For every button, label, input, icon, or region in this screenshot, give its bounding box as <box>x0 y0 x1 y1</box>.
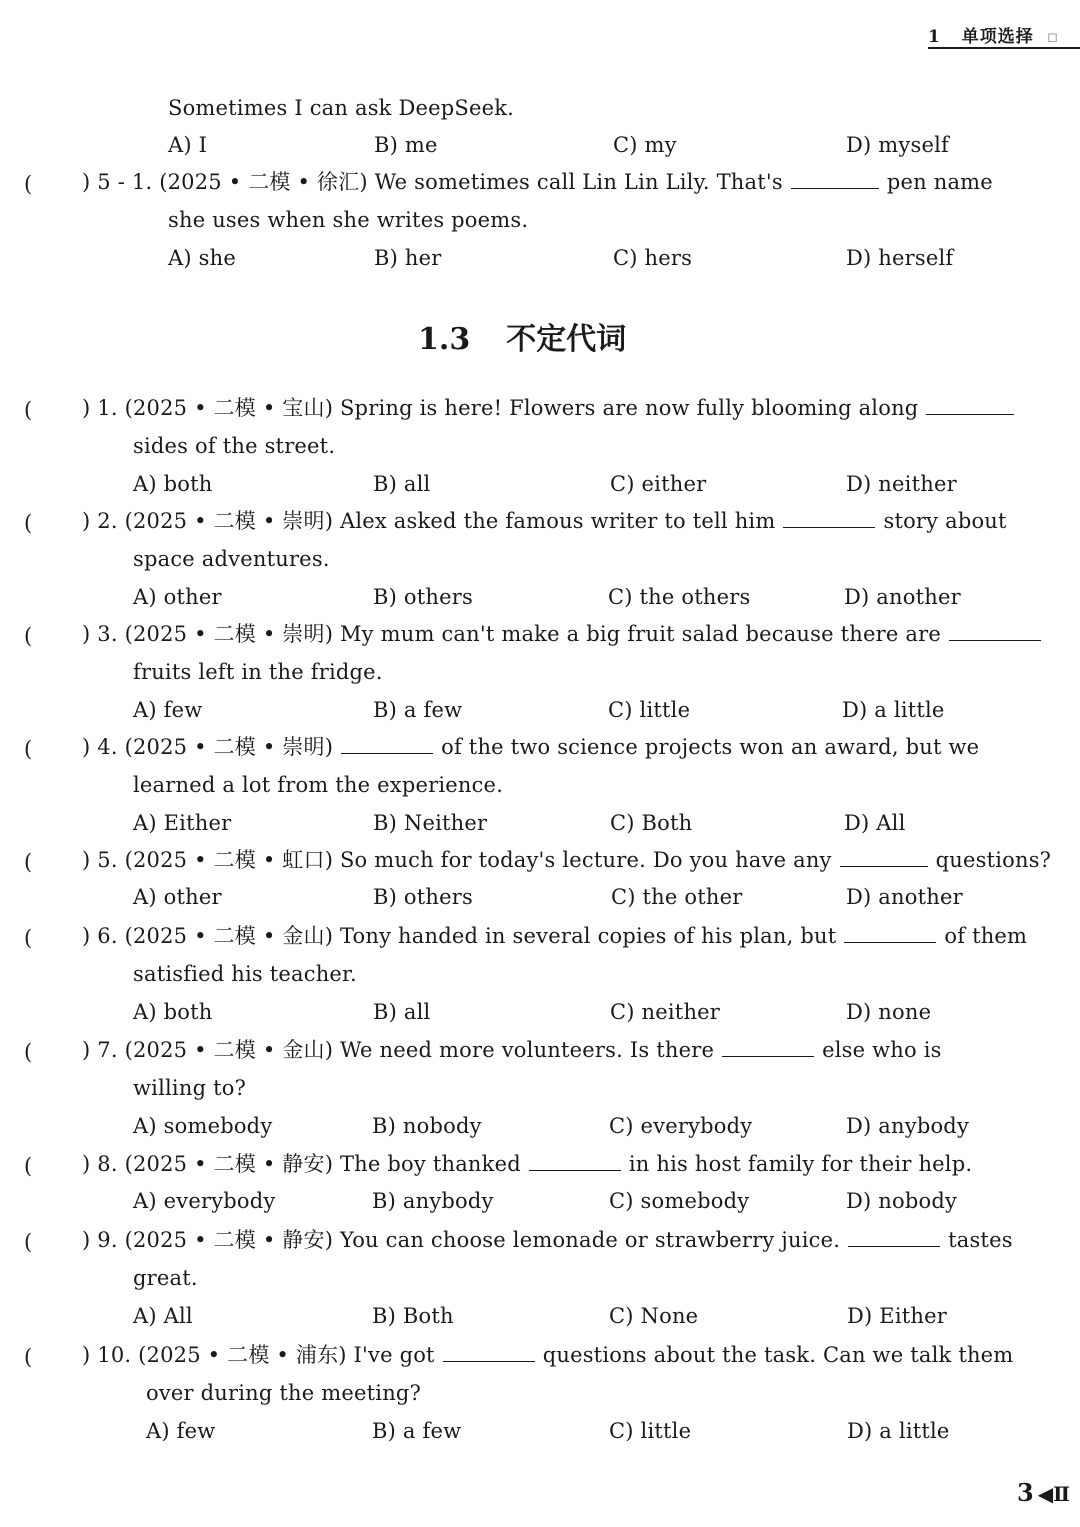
prev-option-c: C) my <box>613 133 677 157</box>
header-tail-mark: ▫ <box>1046 27 1060 47</box>
paren-close: ) <box>82 735 98 759</box>
q4-option-a: A) Either <box>133 811 232 835</box>
answer-blank[interactable] <box>848 1226 940 1247</box>
q5-option-d: D) another <box>846 885 963 909</box>
question-text: 2. (2025 • 二模 • 崇明) Alex asked the famous writer to tell him <box>97 509 776 533</box>
q3-option-a: A) few <box>133 698 203 722</box>
q8-option-a: A) everybody <box>133 1189 276 1213</box>
question-tail: else who is <box>822 1038 942 1062</box>
question-text: 7. (2025 • 二模 • 金山) We need more volunteers. Is there <box>97 1038 715 1062</box>
question-2-line2: space adventures. <box>133 547 330 571</box>
page-number <box>1017 1478 1070 1509</box>
paren-close: ) <box>82 924 98 948</box>
q7-option-c: C) everybody <box>609 1114 753 1138</box>
question-text: 10. (2025 • 二模 • 浦东) I've got <box>97 1343 435 1367</box>
paren-close: ) <box>82 848 98 872</box>
question-5-1 <box>82 168 993 196</box>
q8-option-b: B) anybody <box>372 1189 494 1213</box>
answer-paren-open: ( <box>24 926 33 950</box>
q4-option-b: B) Neither <box>373 811 488 835</box>
chapter-header <box>928 22 1059 47</box>
question-text: 6. (2025 • 二模 • 金山) Tony handed in several copies of his plan, but <box>97 924 837 948</box>
question-5 <box>82 846 1051 874</box>
q9-option-d: D) Either <box>847 1304 947 1328</box>
question-1-line2: sides of the street. <box>133 434 336 458</box>
question-tail: questions about the task. Can we talk them <box>542 1343 1014 1367</box>
prev-option-d: D) myself <box>846 133 949 157</box>
q51-option-c: C) hers <box>613 246 693 270</box>
question-1 <box>82 394 1022 422</box>
q7-option-a: A) somebody <box>133 1114 273 1138</box>
prev-question-line: Sometimes I can ask DeepSeek. <box>168 96 515 120</box>
question-tail: tastes <box>948 1228 1013 1252</box>
question-7-line2: willing to? <box>133 1076 247 1100</box>
answer-paren-open: ( <box>24 511 33 535</box>
paren-close: ) <box>82 396 98 420</box>
q51-option-b: B) her <box>374 246 442 270</box>
answer-paren-open: ( <box>24 1230 33 1254</box>
question-text: 5. (2025 • 二模 • 虹口) So much for today's lecture. Do you have any <box>97 848 832 872</box>
q3-option-d: D) a little <box>842 698 945 722</box>
question-2 <box>82 507 1007 535</box>
question-tail: story about <box>883 509 1007 533</box>
answer-blank[interactable] <box>926 394 1014 415</box>
q9-option-b: B) Both <box>372 1304 454 1328</box>
q1-option-d: D) neither <box>846 472 957 496</box>
question-9-line2: great. <box>133 1266 198 1290</box>
q5-option-b: B) others <box>373 885 473 909</box>
question-6-line2: satisfied his teacher. <box>133 962 357 986</box>
chapter-title: 单项选择 <box>961 27 1034 47</box>
q3-option-b: B) a few <box>373 698 463 722</box>
answer-paren-open: ( <box>24 172 33 196</box>
q1-option-a: A) both <box>133 472 213 496</box>
q10-option-d: D) a little <box>847 1419 950 1443</box>
q1-option-c: C) either <box>610 472 707 496</box>
question-7 <box>82 1036 942 1064</box>
question-text: 3. (2025 • 二模 • 崇明) My mum can't make a big fruit salad because there are <box>97 622 941 646</box>
q6-option-d: D) none <box>846 1000 932 1024</box>
q2-option-b: B) others <box>373 585 473 609</box>
question-tail: of them <box>944 924 1028 948</box>
paren-close: ) <box>82 1152 98 1176</box>
question-6 <box>82 922 1027 950</box>
answer-paren-open: ( <box>24 737 33 761</box>
q5-option-a: A) other <box>133 885 222 909</box>
q4-option-c: C) Both <box>610 811 693 835</box>
prev-option-a: A) I <box>168 133 208 157</box>
question-3 <box>82 620 1049 648</box>
answer-blank[interactable] <box>949 620 1041 641</box>
q8-option-d: D) nobody <box>846 1189 958 1213</box>
q2-option-d: D) another <box>844 585 961 609</box>
question-text: 1. (2025 • 二模 • 宝山) Spring is here! Flowers are now fully blooming along <box>97 396 919 420</box>
section-name: 不定代词 <box>506 322 627 357</box>
q2-option-a: A) other <box>133 585 222 609</box>
answer-paren-open: ( <box>24 1154 33 1178</box>
q1-option-b: B) all <box>373 472 431 496</box>
q2-option-c: C) the others <box>608 585 751 609</box>
answer-blank[interactable] <box>529 1150 621 1171</box>
answer-blank[interactable] <box>722 1036 814 1057</box>
question-4-line2: learned a lot from the experience. <box>133 773 504 797</box>
answer-blank[interactable] <box>840 846 928 867</box>
q6-option-c: C) neither <box>610 1000 721 1024</box>
paren-close: ) <box>82 509 98 533</box>
answer-paren-open: ( <box>24 1040 33 1064</box>
question-9 <box>82 1226 1013 1254</box>
paren-close: ) <box>82 170 91 194</box>
q10-option-c: C) little <box>609 1419 692 1443</box>
section-title <box>418 320 626 360</box>
q10-option-a: A) few <box>146 1419 216 1443</box>
paren-close: ) <box>82 1038 98 1062</box>
question-text: 9. (2025 • 二模 • 静安) You can choose lemonade or strawberry juice. <box>97 1228 841 1252</box>
answer-blank[interactable] <box>341 733 433 754</box>
question-10-line2: over during the meeting? <box>146 1381 422 1405</box>
question-3-line2: fruits left in the fridge. <box>133 660 383 684</box>
question-text: 8. (2025 • 二模 • 静安) The boy thanked <box>97 1152 521 1176</box>
answer-blank[interactable] <box>844 922 936 943</box>
answer-paren-open: ( <box>24 624 33 648</box>
paren-close: ) <box>82 1343 98 1367</box>
header-rule <box>928 47 1080 49</box>
q6-option-a: A) both <box>133 1000 213 1024</box>
q9-option-c: C) None <box>609 1304 699 1328</box>
question-tail: questions? <box>935 848 1052 872</box>
answer-paren-open: ( <box>24 1345 33 1369</box>
page-number-value: 3 <box>1017 1478 1034 1507</box>
question-tail: of the two science projects won an award, but we <box>441 735 980 759</box>
section-number: 1.3 <box>418 322 471 357</box>
question-5-1-line2: she uses when she writes poems. <box>168 208 529 232</box>
q9-option-a: A) All <box>133 1304 193 1328</box>
question-text: 5 - 1. (2025 • 二模 • 徐汇) We sometimes call Lin Lin Lily. That's <box>97 170 783 194</box>
q10-option-b: B) a few <box>372 1419 462 1443</box>
answer-paren-open: ( <box>24 398 33 422</box>
question-4 <box>82 733 979 761</box>
answer-blank[interactable] <box>783 507 875 528</box>
question-8 <box>82 1150 972 1178</box>
page-marker: ◀Ⅱ <box>1037 1482 1070 1506</box>
paren-close: ) <box>82 1228 98 1252</box>
q4-option-d: D) All <box>844 811 906 835</box>
paren-close: ) <box>82 622 98 646</box>
question-text: 4. (2025 • 二模 • 崇明) <box>97 735 334 759</box>
q51-option-a: A) she <box>168 246 236 270</box>
q51-option-d: D) herself <box>846 246 954 270</box>
answer-blank[interactable] <box>443 1341 535 1362</box>
prev-option-b: B) me <box>374 133 438 157</box>
question-tail: pen name <box>886 170 993 194</box>
q6-option-b: B) all <box>373 1000 431 1024</box>
q3-option-c: C) little <box>608 698 691 722</box>
answer-paren-open: ( <box>24 850 33 874</box>
answer-blank[interactable] <box>791 168 879 189</box>
question-tail: in his host family for their help. <box>628 1152 973 1176</box>
q8-option-c: C) somebody <box>609 1189 750 1213</box>
q7-option-b: B) nobody <box>372 1114 482 1138</box>
q7-option-d: D) anybody <box>846 1114 970 1138</box>
chapter-number: 1 <box>928 27 941 47</box>
q5-option-c: C) the other <box>611 885 743 909</box>
question-10 <box>82 1341 1013 1369</box>
